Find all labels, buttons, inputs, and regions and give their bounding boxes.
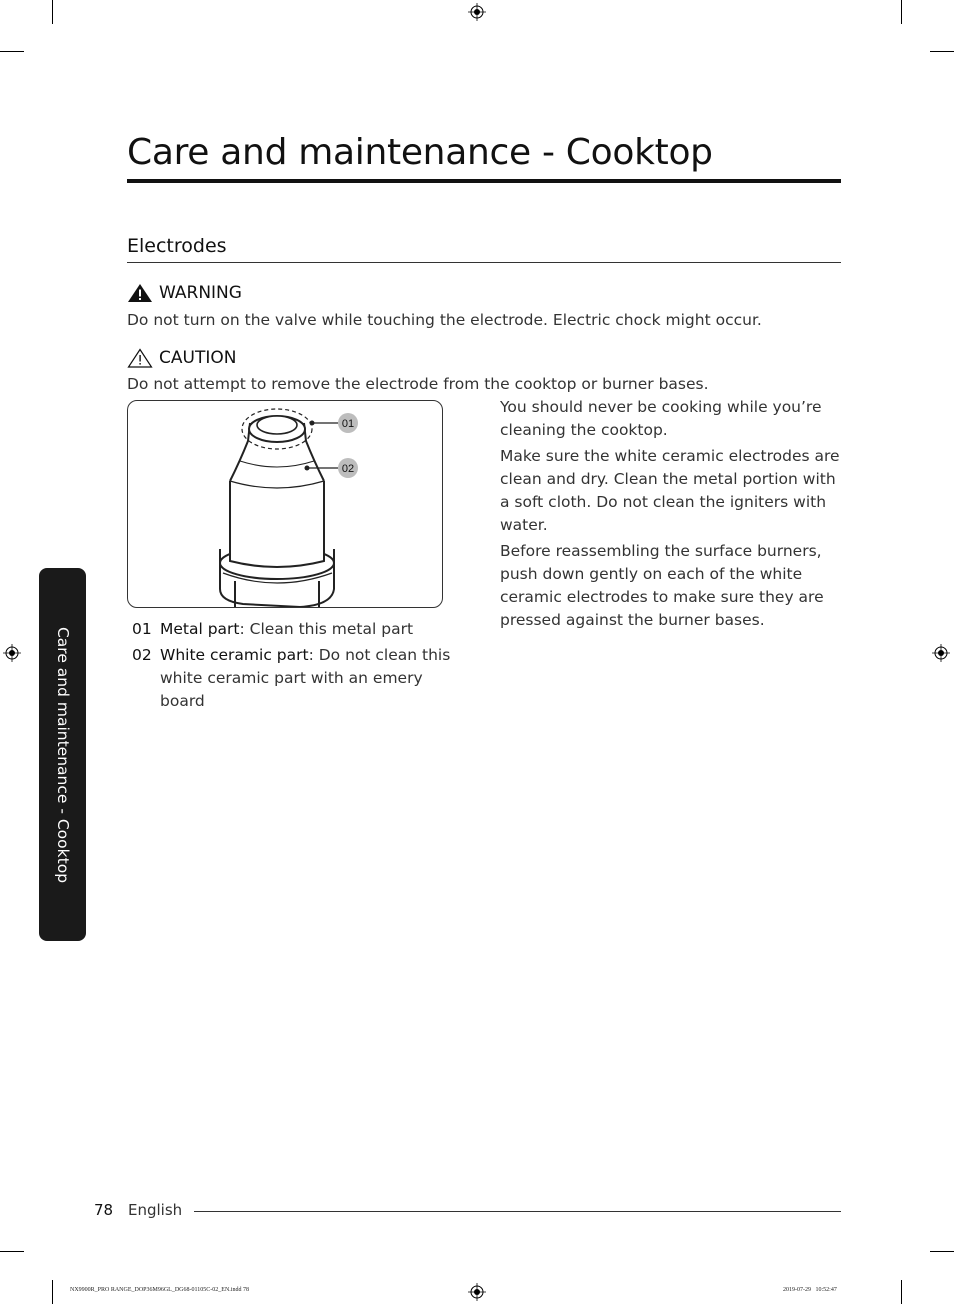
registration-mark-icon xyxy=(3,644,21,662)
callout-02-label: 02 xyxy=(341,463,355,475)
legend-term: Metal part xyxy=(160,620,240,638)
caution-label: CAUTION xyxy=(159,348,237,368)
legend-description: : Do not clean this white ceramic part with an emery board xyxy=(160,646,451,710)
warning-triangle-icon xyxy=(127,283,153,303)
crop-mark xyxy=(52,0,53,24)
legend-item xyxy=(132,618,462,641)
caution-triangle-icon xyxy=(127,348,153,368)
instruction-paragraph: Make sure the white ceramic electrodes are clean and dry. Clean the metal portion with a soft cloth. Do not clean the igniters with water. xyxy=(500,447,840,534)
section-heading: Electrodes xyxy=(127,235,227,257)
instructions-column xyxy=(500,396,840,635)
registration-mark-icon xyxy=(468,3,486,21)
chapter-side-tab xyxy=(39,568,86,941)
print-slug-file: NX9900R_PRO RANGE_DOP36M96GL_DG68-01105C-02_EN.indd 78 xyxy=(70,1287,249,1293)
instruction-paragraph: You should never be cooking while you’re cleaning the cooktop. xyxy=(500,398,822,439)
legend-content xyxy=(160,644,462,713)
legend-content xyxy=(160,618,413,641)
print-slug-date: 2019-07-29 10:52:47 xyxy=(783,1287,837,1293)
page-number: 78 xyxy=(94,1201,114,1219)
crop-mark xyxy=(930,51,954,52)
legend-term: White ceramic part xyxy=(160,646,309,664)
caution-text: Do not attempt to remove the electrode from the cooktop or burner bases. xyxy=(127,375,709,393)
crop-mark xyxy=(930,1251,954,1252)
legend-item xyxy=(132,644,462,713)
warning-title xyxy=(127,283,242,303)
callout-01-label: 01 xyxy=(341,418,355,430)
crop-mark xyxy=(0,1251,24,1252)
chapter-side-tab-label: Care and maintenance - Cooktop xyxy=(53,626,72,883)
legend-number: 01 xyxy=(132,620,152,638)
registration-mark-icon xyxy=(468,1283,486,1301)
crop-mark xyxy=(901,1280,902,1304)
figure-legend xyxy=(132,618,462,716)
instruction-paragraph: Before reassembling the surface burners, push down gently on each of the white ceramic electrodes to make sure they are pressed against the burner bases. xyxy=(500,542,824,629)
crop-mark xyxy=(0,51,24,52)
legend-description: : Clean this metal part xyxy=(239,620,414,638)
crop-mark xyxy=(901,0,902,24)
registration-mark-icon xyxy=(932,644,950,662)
section-rule xyxy=(127,262,841,263)
warning-text: Do not turn on the valve while touching the electrode. Electric chock might occur. xyxy=(127,311,762,329)
electrode-figure xyxy=(127,400,443,608)
legend-number: 02 xyxy=(132,646,152,664)
crop-mark xyxy=(52,1280,53,1304)
electrode-illustration xyxy=(128,401,443,608)
footer-language: English xyxy=(128,1201,183,1219)
title-rule xyxy=(127,179,841,183)
warning-label: WARNING xyxy=(159,283,242,303)
page-title: Care and maintenance - Cooktop xyxy=(127,132,713,173)
footer-rule xyxy=(194,1211,841,1212)
caution-title xyxy=(127,348,236,368)
